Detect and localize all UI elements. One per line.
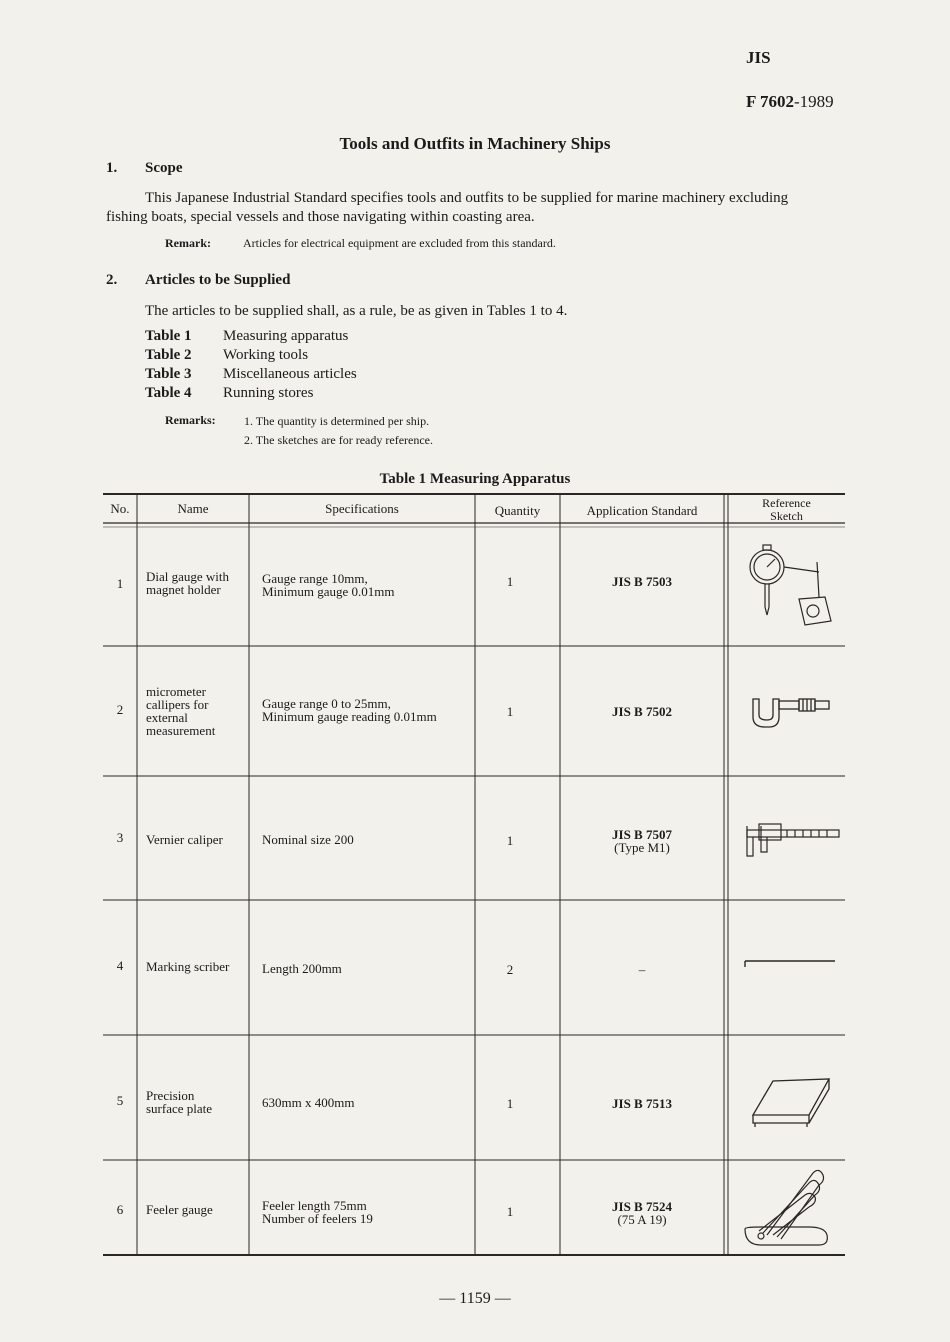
row-4-no: 4 [116,958,124,973]
row-2-no: 2 [116,702,124,717]
row-5-no: 5 [116,1093,124,1108]
spec-line: Gauge range 10mm, [262,571,368,586]
name-line: magnet holder [146,582,221,597]
row-1-spec [262,572,395,598]
table-list-value: Running stores [223,385,314,401]
section-1-text-line2: fishing boats, special vessels and those navigating within coasting area. [106,209,535,225]
feeler-gauge-sketch [739,1165,839,1255]
row-2-name [146,685,215,737]
table-list-key: Table 1 [145,328,192,344]
spec-line: Feeler length 75mm [262,1198,367,1213]
micrometer-sketch [739,689,839,734]
name-line: external [146,710,188,725]
name-line: surface plate [146,1101,213,1116]
header-name: Name [177,501,209,516]
row-3-quantity: 1 [506,833,514,848]
row-2-quantity: 1 [506,704,514,719]
name-line: measurement [146,723,216,738]
name-line: Dial gauge with [146,569,230,584]
row-6-no: 6 [116,1202,124,1217]
row-4-name: Marking scriber [146,959,230,974]
header-no: No. [110,501,130,516]
name-line: callipers for [146,697,209,712]
section-1-text-line1: This Japanese Industrial Standard specifies tools and outfits to be supplied for marine machinery excluding [145,190,789,206]
table-1-title: Table 1 Measuring Apparatus [379,471,571,487]
header-quantity: Quantity [494,503,541,518]
table-list-key: Table 2 [145,347,192,363]
row-6-spec [262,1199,373,1225]
header-reference-sketch [728,497,845,523]
table-grid [103,493,845,1257]
row-2-standard: JIS B 7502 [612,704,672,719]
standard-line: (75 A 19) [617,1212,667,1227]
section-2-heading: Articles to be Supplied [145,272,291,288]
standard-line: (Type M1) [614,840,670,855]
row-1-quantity: 1 [506,574,514,589]
row-3-standard [560,828,724,854]
header-application-standard: Application Standard [586,503,698,518]
header-specifications: Specifications [325,501,399,516]
remarks-item: 2. The sketches are for ready reference. [244,433,433,447]
section-2-number: 2. [106,272,118,288]
row-5-quantity: 1 [506,1096,514,1111]
row-4-spec: Length 200mm [262,961,342,976]
header-jis: JIS [746,48,771,67]
document-title: Tools and Outfits in Machinery Ships [339,134,611,153]
name-line: Precision [146,1088,195,1103]
row-5-spec: 630mm x 400mm [262,1095,355,1110]
spec-line: Minimum gauge reading 0.01mm [262,709,437,724]
spec-line: Number of feelers 19 [262,1211,373,1226]
row-3-no: 3 [116,830,124,845]
marking-scriber-sketch [739,953,839,973]
standard-code: F 7602 [746,92,795,111]
remarks-label: Remarks: [165,413,216,427]
row-3-name: Vernier caliper [146,832,223,847]
section-2-text: The articles to be supplied shall, as a rule, be as given in Tables 1 to 4. [145,303,568,319]
table-list-key: Table 4 [145,385,192,401]
page-number: — 1159 — [439,1290,511,1307]
row-6-standard [560,1200,724,1226]
standard-year: -1989 [794,92,834,111]
table-list-value: Miscellaneous articles [223,366,357,382]
table-list-key: Table 3 [145,366,192,382]
table-list-value: Measuring apparatus [223,328,349,344]
spec-line: Minimum gauge 0.01mm [262,584,395,599]
table-list-value: Working tools [223,347,309,363]
header-standard-number [746,92,834,112]
remark-label: Remark: [165,236,211,250]
row-5-standard: JIS B 7513 [612,1096,672,1111]
spec-line: Gauge range 0 to 25mm, [262,696,391,711]
vernier-caliper-sketch [739,816,844,866]
row-1-name [146,570,229,596]
header-sketch-line2: Sketch [770,509,803,523]
header-sketch-line1: Reference [762,496,811,510]
dial-gauge-sketch [739,537,839,632]
row-1-no: 1 [116,576,124,591]
remark-text: Articles for electrical equipment are excluded from this standard. [243,236,556,250]
row-6-name: Feeler gauge [146,1202,213,1217]
standard-line: JIS B 7524 [612,1199,672,1214]
surface-plate-sketch [743,1071,833,1131]
row-5-name [146,1089,212,1115]
section-1-heading: Scope [145,160,183,176]
standard-line: JIS B 7507 [612,827,672,842]
row-4-standard: – [638,962,646,977]
section-1-number: 1. [106,160,118,176]
row-6-quantity: 1 [506,1204,514,1219]
remarks-item: 1. The quantity is determined per ship. [244,414,430,428]
name-line: micrometer [146,684,206,699]
row-3-spec: Nominal size 200 [262,832,354,847]
row-2-spec [262,697,437,723]
row-4-quantity: 2 [506,962,514,977]
row-1-standard: JIS B 7503 [612,574,672,589]
table-1 [103,493,845,1257]
